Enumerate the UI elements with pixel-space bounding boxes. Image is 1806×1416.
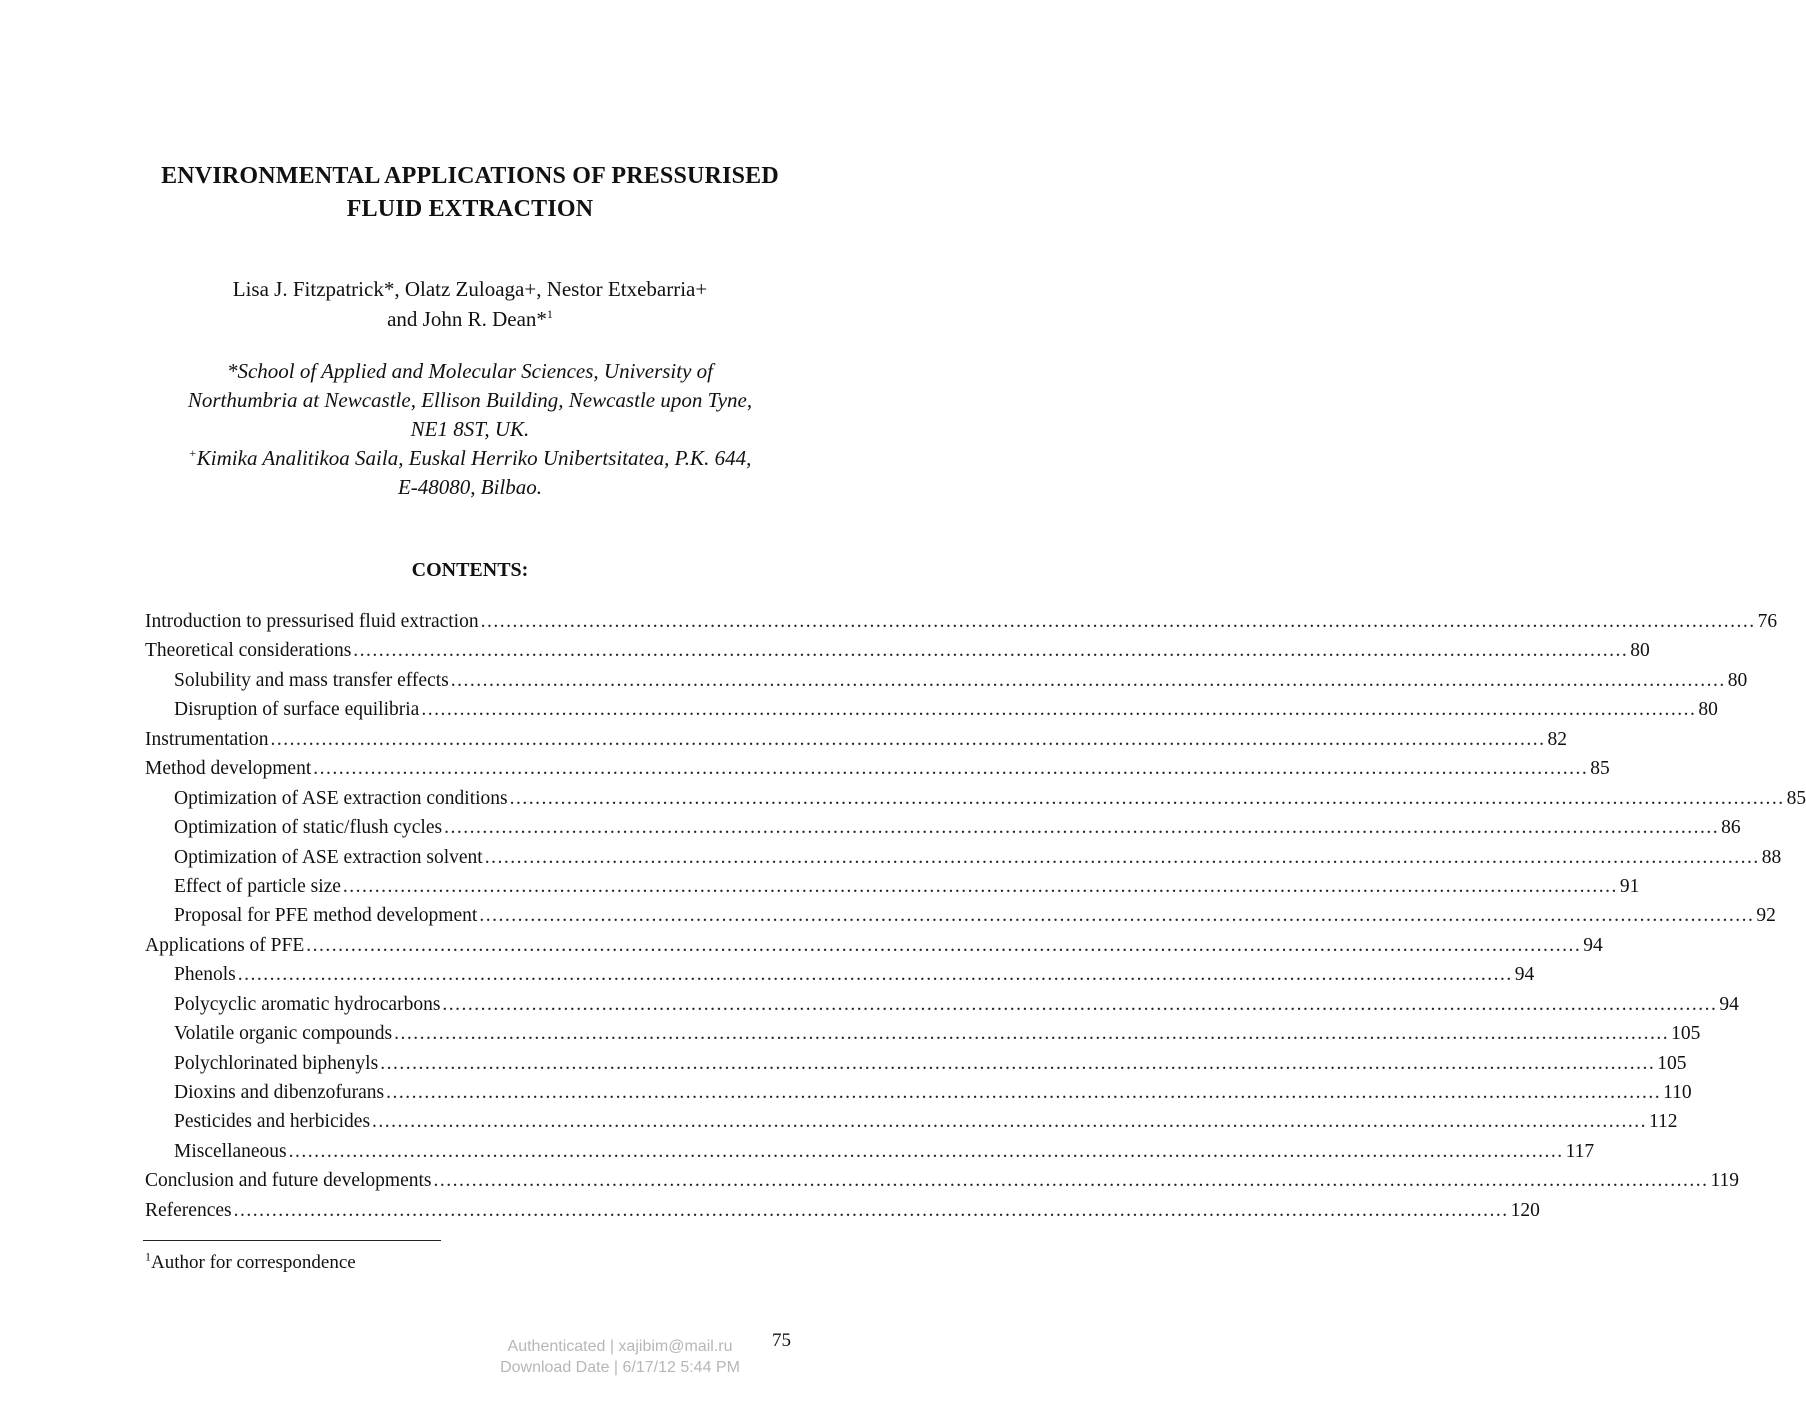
toc-leader-dots: ........................................................................................................................................................................................................ — [233, 1199, 1509, 1221]
title-line-2: FLUID EXTRACTION — [346, 196, 594, 222]
toc-entry-title: Theoretical considerations — [145, 640, 352, 662]
toc-entry — [145, 931, 1603, 960]
toc-entry-title: Optimization of ASE extraction conditions — [174, 787, 508, 809]
toc-entry-title: Solubility and mass transfer effects — [174, 669, 449, 691]
toc-entry-title: Dioxins and dibenzofurans — [174, 1082, 385, 1103]
toc-leader-dots: ........................................................................................................................................................................................................ — [380, 1052, 1656, 1074]
toc-entry-title: Phenols — [174, 964, 236, 986]
toc-entry — [145, 901, 1776, 930]
toc-entry-title: References — [145, 1199, 232, 1221]
toc-entry — [145, 725, 1567, 754]
toc-leader-dots: ........................................................................................................................................................................................................ — [444, 817, 1720, 839]
toc-entry-page: 105 — [1671, 1023, 1701, 1045]
toc-entry-title: Miscellaneous — [174, 1140, 287, 1162]
footnote — [145, 1250, 356, 1276]
toc-entry-page: 112 — [1649, 1111, 1678, 1133]
authors-line-1: Lisa J. Fitzpatrick*, Olatz Zuloaga+, Nestor Etxebarria+ — [232, 277, 708, 301]
toc-entry-page: 85 — [1590, 758, 1610, 780]
toc-entry — [145, 607, 1778, 636]
toc-entry-title: Polychlorinated biphenyls — [174, 1052, 379, 1074]
toc-entry — [145, 695, 1718, 724]
toc-entry-page: 92 — [1756, 905, 1776, 927]
affiliation-line-3: NE1 8ST, UK. — [410, 417, 530, 441]
toc-entry — [145, 666, 1748, 695]
toc-entry — [145, 636, 1650, 665]
toc-entry-title: Optimization of static/flush cycles — [174, 817, 443, 839]
authors-line-2 — [120, 304, 820, 334]
download-watermark — [470, 1336, 770, 1378]
toc-entry-title: Proposal for PFE method development — [174, 905, 478, 927]
correspondence-mark: 1 — [546, 307, 553, 321]
toc-leader-dots: ........................................................................................................................................................................................................ — [353, 640, 1629, 662]
toc-entry-title: Pesticides and herbicides — [174, 1111, 371, 1133]
toc-entry — [145, 784, 1806, 813]
toc-entry — [145, 872, 1640, 901]
toc-entry-title: Optimization of ASE extraction solvent — [174, 846, 483, 868]
author-list — [120, 274, 820, 334]
toc-leader-dots: ........................................................................................................................................................................................................ — [442, 993, 1718, 1015]
toc-entry-title: Introduction to pressurised fluid extraction — [145, 611, 479, 632]
toc-entry-page: 105 — [1657, 1052, 1687, 1074]
toc-leader-dots: ........................................................................................................................................................................................................ — [288, 1140, 1564, 1162]
affiliation-line-4 — [120, 444, 820, 473]
toc-leader-dots: ........................................................................................................................................................................................................ — [479, 905, 1755, 927]
footnote-mark: 1 — [145, 1249, 151, 1264]
toc-entry-page: 80 — [1630, 640, 1650, 662]
affiliation-line-2: Northumbria at Newcastle, Ellison Building, Newcastle upon Tyne, — [187, 388, 753, 412]
toc-leader-dots: ........................................................................................................................................................................................................ — [270, 728, 1546, 750]
watermark-line-1: Authenticated | xajibim@mail.ru — [507, 1338, 733, 1355]
toc-entry-page: 110 — [1663, 1082, 1692, 1103]
toc-entry — [145, 843, 1782, 872]
toc-entry — [145, 813, 1741, 842]
title-line-1: ENVIRONMENTAL APPLICATIONS OF PRESSURISED — [161, 163, 779, 189]
toc-entry-title: Effect of particle size — [174, 875, 341, 897]
toc-leader-dots: ........................................................................................................................................................................................................ — [480, 611, 1756, 632]
toc-leader-dots: ........................................................................................................................................................................................................ — [237, 964, 1513, 986]
affiliation-line-4-text: Kimika Analitikoa Saila, Euskal Herriko Unibertsitatea, P.K. 644, — [196, 446, 752, 470]
footnote-text: Author for correspondence — [151, 1252, 356, 1273]
toc-entry-title: Conclusion and future developments — [145, 1170, 432, 1192]
toc-entry — [145, 1049, 1687, 1078]
toc-entry-title: Applications of PFE — [145, 934, 305, 956]
toc-entry-page: 82 — [1547, 728, 1567, 750]
toc-entry-page: 94 — [1583, 934, 1603, 956]
toc-leader-dots: ........................................................................................................................................................................................................ — [421, 699, 1697, 721]
toc-leader-dots: ........................................................................................................................................................................................................ — [433, 1170, 1709, 1192]
toc-leader-dots: ........................................................................................................................................................................................................ — [306, 934, 1582, 956]
toc-entry-page: 91 — [1619, 875, 1640, 897]
toc-entry — [145, 990, 1739, 1019]
toc-entry-page: 88 — [1761, 846, 1782, 868]
toc-entry — [145, 960, 1535, 989]
toc-entry — [145, 1019, 1701, 1048]
toc-leader-dots: ........................................................................................................................................................................................................ — [386, 1082, 1662, 1103]
page-number: 75 — [772, 1330, 791, 1351]
toc-leader-dots: ........................................................................................................................................................................................................ — [509, 787, 1785, 809]
toc-leader-dots: ........................................................................................................................................................................................................ — [450, 669, 1726, 691]
toc-entry-title: Polycyclic aromatic hydrocarbons — [174, 993, 441, 1015]
toc-entry-page: 119 — [1710, 1170, 1740, 1192]
toc-entry-page: 94 — [1514, 964, 1535, 986]
toc-entry-page: 117 — [1565, 1140, 1595, 1162]
toc-leader-dots: ........................................................................................................................................................................................................ — [394, 1023, 1670, 1045]
toc-leader-dots: ........................................................................................................................................................................................................ — [342, 875, 1618, 897]
watermark-line-2: Download Date | 6/17/12 5:44 PM — [500, 1359, 740, 1376]
toc-entry-page: 80 — [1698, 699, 1718, 721]
paper-title — [120, 160, 820, 226]
toc-entry — [145, 1196, 1540, 1225]
toc-entry — [145, 754, 1610, 783]
toc-entry-page: 76 — [1757, 611, 1778, 632]
affiliation-mark: + — [188, 446, 197, 460]
affiliation-line-5: E-48080, Bilbao. — [397, 475, 543, 499]
toc-entry-page: 120 — [1510, 1199, 1540, 1221]
table-of-contents — [145, 607, 1806, 1225]
toc-entry-page: 86 — [1721, 817, 1741, 839]
toc-leader-dots: ........................................................................................................................................................................................................ — [372, 1111, 1648, 1133]
toc-entry-page: 94 — [1719, 993, 1739, 1015]
toc-entry — [145, 1137, 1595, 1166]
toc-entry-title: Volatile organic compounds — [174, 1023, 393, 1045]
toc-entry-page: 85 — [1786, 787, 1806, 809]
toc-entry-title: Instrumentation — [145, 728, 269, 750]
toc-entry-title: Method development — [145, 758, 312, 780]
toc-leader-dots: ........................................................................................................................................................................................................ — [484, 846, 1760, 868]
contents-heading: CONTENTS: — [411, 559, 529, 581]
affiliations — [120, 357, 820, 502]
toc-entry — [145, 1078, 1692, 1107]
toc-entry — [145, 1107, 1678, 1136]
affiliation-line-1: *School of Applied and Molecular Sciences, University of — [226, 359, 713, 383]
toc-entry — [145, 1166, 1740, 1195]
toc-entry-page: 80 — [1727, 669, 1748, 691]
toc-entry-title: Disruption of surface equilibria — [174, 699, 420, 721]
footnote-divider — [143, 1240, 441, 1241]
authors-line-2-text: and John R. Dean* — [387, 307, 547, 331]
toc-leader-dots: ........................................................................................................................................................................................................ — [313, 758, 1589, 780]
